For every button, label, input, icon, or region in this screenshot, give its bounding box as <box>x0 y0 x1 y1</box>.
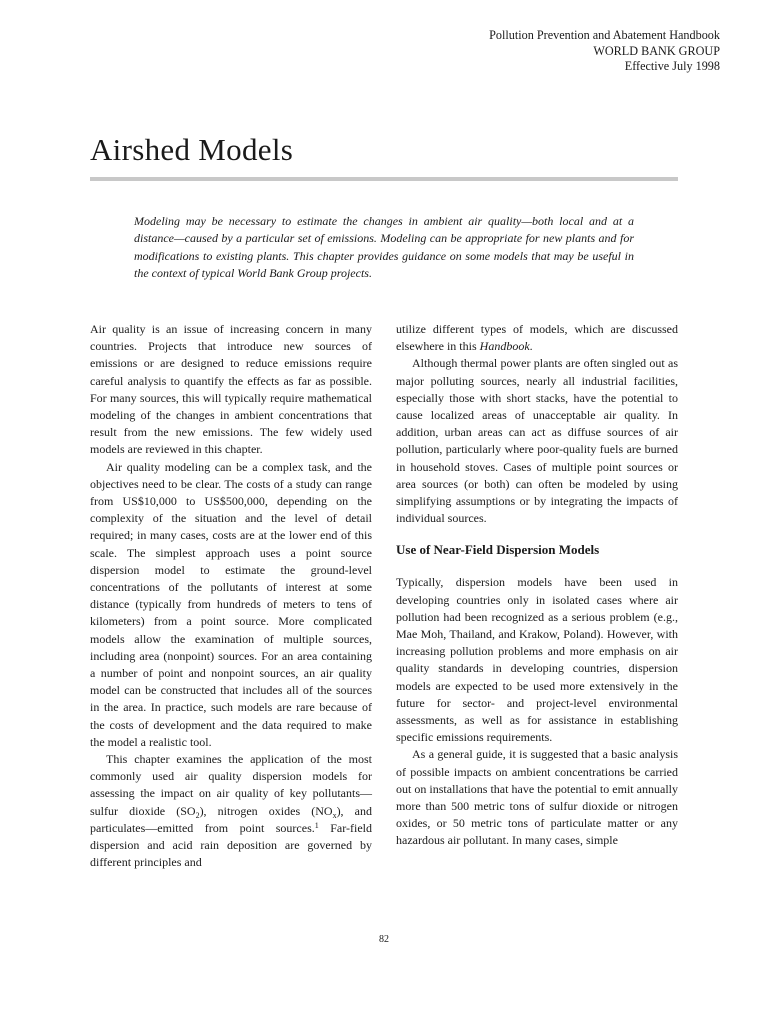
title-rule <box>90 177 678 181</box>
paragraph-dispersion-usage: Typically, dispersion models have been used in developing countries only in isolated cases where air pollution had been recognized as a serious problem (e.g., Mae Moh, Thailand, and Krakow, Poland). However, with increasing pollution problems and more emphasis on air quality standards in developing countries, dispersion models are expected to be used more extensively in the future for sector- and project-level environmental assessments, as well as for assistance in establishing specific emissions requirements. <box>396 575 678 745</box>
handbook-ref: Handbook <box>479 339 530 354</box>
section-heading: Use of Near-Field Dispersion Models <box>396 542 600 558</box>
chapter-title: Airshed Models <box>90 132 294 167</box>
paragraph-modeling-costs: Air quality modeling can be a complex task, and the objectives need to be clear. The costs of a study can range from US$10,000 to US$500,000, depending on the complexity of the situation and the level of detail required; in many cases, costs are at the lower end of this scale. The simplest approach uses a point source dispersion model to estimate the ground-level concentrations of the pollutants of interest at some distance (typically from hundreds of meters to tens of kilometers) from a point source. More complicated models allow the examination of multiple sources, including area (nonpoint) sources. For an area containing a number of point and nonpoint sources, an air quality model can be constructed that includes all of the sources in the area. In practice, such models are rare because of the costs of development and the data required to make the model a realistic tool. <box>90 459 372 749</box>
footnote-ref[interactable]: 1 <box>314 820 319 830</box>
so2-subscript: 2 <box>195 810 200 820</box>
paragraph-chapter-scope-continued: utilize different types of models, which are discussed elsewhere in this Handbook. <box>396 322 678 354</box>
chapter-abstract: Modeling may be necessary to estimate the changes in ambient air quality—both local and at a distance—caused by a particular set of emissions. Modeling can be appropriate for new plants and for modifications to existing plants. This chapter provides guidance on some models that may be useful in the context of typical World Bank Group projects. <box>134 214 634 280</box>
paragraph-general-guide: As a general guide, it is suggested that a basic analysis of possible impacts on ambient concentrations be carried out on installations that have the potential to emit annually more than 500 metric tons of sulfur dioxide or nitrogen oxides, or 50 metric tons of particulate matter or any hazardous air pollutant. In many cases, simple <box>396 747 678 848</box>
nox-subscript: x <box>332 810 337 820</box>
page-number: 82 <box>379 934 389 945</box>
paragraph-chapter-scope: This chapter examines the application of the most commonly used air quality dispersion models for assessing the impact on air quality of key pollutants—sulfur dioxide $(SO_2)$, nitrogen oxides $(NO_x)$, and particulates—emitted from point sources.$^1$ Far-field dispersion and acid rain deposition are governed by different principles and <box>90 752 372 870</box>
publisher: WORLD BANK GROUP <box>593 43 720 58</box>
handbook-title: Pollution Prevention and Abatement Handbook <box>489 28 720 42</box>
effective-date: Effective July 1998 <box>624 59 720 73</box>
paragraph-intro: Air quality is an issue of increasing concern in many countries. Projects that introduce new sources of emissions or are designed to reduce emissions require careful analysis to quantify the effects as far as possible. For many sources, this will typically require mathematical modeling of the changes in ambient concentrations that result from the new emissions. The few widely used models are reviewed in this chapter. <box>90 322 372 457</box>
paragraph-thermal-plants: Although thermal power plants are often singled out as major polluting sources, nearly all industrial facilities, especially those with short stacks, have the potential to cause localized areas of unacceptable air quality. In addition, urban areas can act as diffuse sources of air pollution, particularly where poor-quality fuels are burned in household stoves. Cases of multiple point sources or area sources (or both) can often be modeled by using simplifying assumptions or by integrating the impacts of individual sources. <box>396 356 678 526</box>
right-column <box>396 321 678 850</box>
left-column <box>90 321 372 872</box>
running-header <box>360 28 720 75</box>
